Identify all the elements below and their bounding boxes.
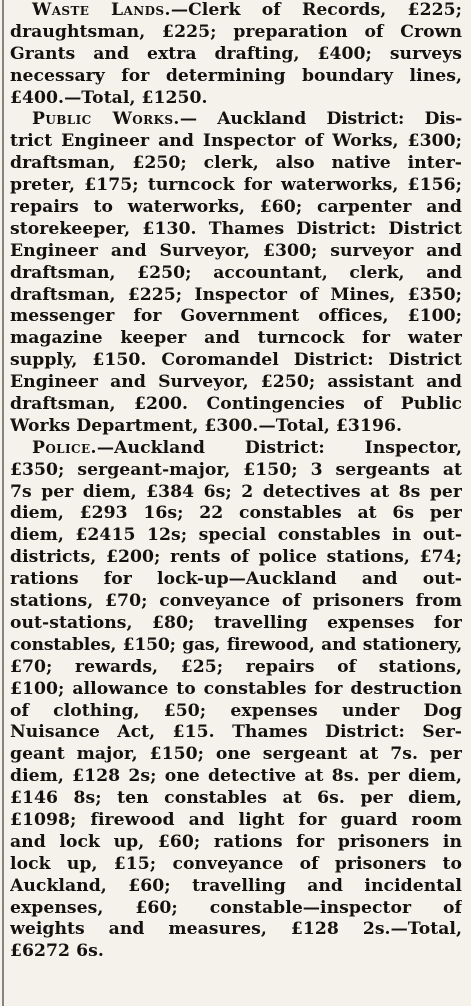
text-line [10,219,462,241]
text-line [10,328,462,350]
line-text: Engineer and Surveyor, £250; assistant and [10,372,462,393]
text-line [10,416,462,438]
text-line [10,263,462,285]
text-line [10,525,462,547]
text-line [10,898,462,920]
line-text: districts, £200; rents of police stations, £74; [10,547,462,568]
line-text: draughtsman, £225; preparation of Crown [10,21,462,42]
line-text: of clothing, £50; expenses under Dog [10,700,462,721]
text-line [10,88,462,110]
line-text: £6272 6s. [10,941,104,962]
line-text: £100; allowance to constables for destruction [10,678,462,699]
text-line [10,153,462,175]
text-line [10,876,462,898]
text-line [10,394,462,416]
line-text: 7s per diem, £384 6s; 2 detectives at 8s per [10,481,462,502]
line-text: draftsman, £250; accountant, clerk, and [10,262,462,283]
text-line [10,66,462,88]
line-text: repairs to waterworks, £60; carpenter and [10,197,462,218]
text-line [10,919,462,941]
line-text: Works Department, £300.—Total, £3196. [10,415,402,436]
text-line [10,175,462,197]
line-text: stations, £70; conveyance of prisoners from [10,591,462,612]
text-line [10,197,462,219]
line-text: diem, £128 2s; one detective at 8s. per diem, [10,766,462,787]
text-line [10,635,462,657]
text-line [10,0,462,22]
text-line [10,788,462,810]
line-text: expenses, £60; constable—inspector of [10,897,462,918]
text-line [10,701,462,723]
line-text: diem, £293 16s; 22 constables at 6s per [10,503,462,524]
line-text: necessary for determining boundary lines, [10,65,462,86]
text-line [10,591,462,613]
text-line [10,241,462,263]
line-text: geant major, £150; one sergeant at 7s. per [10,744,462,765]
line-text: magazine keeper and turncock for water [10,328,462,349]
line-text: Auckland, £60; travelling and incidental [10,875,462,896]
text-line [10,372,462,394]
text-line [10,350,462,372]
section-waste-lands [10,0,462,109]
section-heading: Police. [32,437,97,458]
line-text: and lock up, £60; rations for prisoners in [10,831,462,852]
text-line [10,613,462,635]
line-text: £400.—Total, £1250. [10,87,208,108]
line-text: trict Engineer and Inspector of Works, £300; [10,131,462,152]
text-line [10,460,462,482]
line-text: £1098; firewood and light for guard room [10,809,462,830]
line-text: supply, £150. Coromandel District: District [10,350,462,371]
line-text: preter, £175; turncock for waterworks, £156; [10,175,462,196]
line-text: £350; sergeant-major, £150; 3 sergeants at [10,459,462,480]
section-heading: Public Works. [32,109,180,130]
line-text: lock up, £15; conveyance of prisoners to [10,853,462,874]
text-line [10,832,462,854]
text-line [10,766,462,788]
line-text: out-stations, £80; travelling expenses for [10,612,462,633]
text-line [10,569,462,591]
line-text: Engineer and Surveyor, £300; surveyor and [10,240,462,261]
text-line [10,657,462,679]
text-line [10,44,462,66]
article-column [10,0,462,963]
line-text: £70; rewards, £25; repairs of stations, [10,656,462,677]
column-rule [2,0,4,1006]
text-line [10,810,462,832]
section-police [10,438,462,963]
line-text: £146 8s; ten constables at 6s. per diem, [10,788,462,809]
line-text: —Auckland District: Inspector, [96,437,462,458]
line-text: draftsman, £200. Contingencies of Public [10,394,462,415]
text-line [10,482,462,504]
text-line [10,854,462,876]
text-line [10,547,462,569]
line-text: diem, £2415 12s; special constables in out- [10,525,462,546]
line-text: weights and measures, £128 2s.—Total, [10,919,462,940]
text-line [10,306,462,328]
line-text: draftsman, £250; clerk, also native inter- [10,153,462,174]
line-text: — Auckland District: Dis- [179,109,462,130]
line-text: Nuisance Act, £15. Thames District: Ser- [10,722,462,743]
text-line [10,109,462,131]
line-text: messenger for Government offices, £100; [10,306,462,327]
line-text: Grants and extra drafting, £400; surveys [10,43,462,64]
section-public-works [10,109,462,437]
text-line [10,22,462,44]
line-text: —Clerk of Records, £225; [170,0,462,20]
line-text: constables, £150; gas, firewood, and stationery, [10,634,462,655]
text-line [10,744,462,766]
section-heading: Waste Lands. [32,0,171,20]
text-line [10,438,462,460]
text-line [10,131,462,153]
line-text: draftsman, £225; Inspector of Mines, £350; [10,284,462,305]
line-text: storekeeper, £130. Thames District: District [10,218,462,239]
text-line [10,285,462,307]
text-line [10,679,462,701]
line-text: rations for lock-up—Auckland and out- [10,569,462,590]
text-line [10,722,462,744]
text-line [10,941,462,963]
text-line [10,503,462,525]
